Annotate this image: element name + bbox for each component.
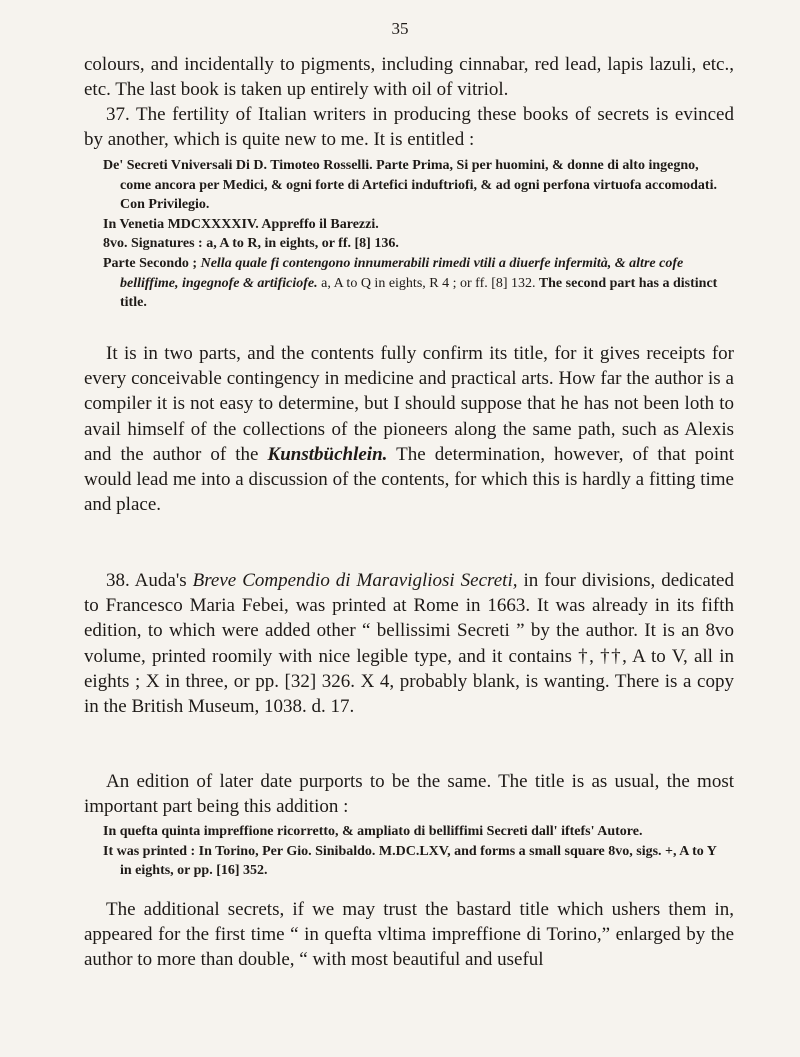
page-number: 35 (391, 19, 409, 38)
part-two-collation: a, A to Q in eights, R 4 ; or ff. [8] 132. (321, 275, 536, 291)
auda-title: Breve Compendio di Maravigliosi Secreti, (192, 570, 518, 591)
catalog-entry-rosselli (103, 156, 731, 313)
paragraph-text: It is in two parts, and the contents fully confirm its title, for it gives receipts for every conceivable contingency in medicine and practical arts. How far the author is a compiler it is not easy to determine, but I should suppose that he has not been loth to avail himself of the collections of the pioneers along the same path, such as Alexis and the author of the (84, 343, 734, 465)
paragraph-continued: colours, and incidentally to pigments, including cinnabar, red lead, lapis lazuli, etc., etc. The last book is taken up entirely with oil of vitriol. (84, 54, 734, 101)
paragraph-rosselli-discussion (84, 341, 734, 517)
paragraph-37: 37. The fertility of Italian writers in producing these books of secrets is evinced by another, which is quite new to me. It is entitled : (84, 104, 734, 151)
entry-imprint: In Venetia MDCXXXXIV. Appreffo il Barezzi. (103, 216, 379, 232)
paragraph-text: in four divisions, dedicated to Francesco Maria Febei, was printed at Rome in 1663. It was already in its fifth edition, to which were added other “ bellissimi Secreti ” by the author. It is an 8vo volume, printed roomily with nice legible type, and it contains †, ††, A to V, all in eights ; X in three, or pp. [32] 326. X 4, probably blank, is wanting. There is a copy in the British Museum, 1038. d. 17. (84, 570, 734, 718)
entry-printed: It was printed : In Torino, Per Gio. Sinibaldo. M.DC.LXV, and forms a small square 8vo, sigs. +, A to Y in eights, or pp. [16] 352. (103, 843, 717, 879)
part-two-label: Parte Secondo ; (103, 255, 198, 271)
paragraph-text: The determination, however, of that point would lead me into a discussion of the contents, for which this is hardly a fitting time and place. (84, 443, 734, 516)
entry-collation: 8vo. Signatures : a, A to R, in eights, or ff. [8] 136. (103, 236, 399, 252)
catalog-entry-torino (103, 822, 731, 881)
entry-title: De' Secreti Vniversali Di D. Timoteo Rosselli. Parte Prima, Si per huomini, & donne di alto ingegno, come ancora per Medici, & ogni forte di Artefici induftriofi, & ad ogni perfona virtuofa accomodati. Con Privilegio. (103, 158, 717, 213)
part-two-title: Nella quale fi contengono innumerabili rimedi vtili a diuerfe infermità, & altre cofe belliffime, ingegnofe & artificiofe. (120, 255, 684, 291)
entry-part-two (103, 254, 731, 313)
part-two-note: The second part has a distinct title. (120, 275, 718, 311)
entry-title: In quefta quinta impreffione ricorretto, & ampliato di belliffimi Secreti dall' iftefs' Autore. (103, 824, 643, 839)
paragraph-38 (84, 568, 734, 719)
paragraph-additional-secrets: The additional secrets, if we may trust the bastard title which ushers them in, appeared for the first time “ in quefta vltima impreffione di Torino,” enlarged by the author to more than double, “ with most beautiful and useful (84, 899, 734, 971)
paragraph-text: 38. Auda's (106, 570, 187, 591)
kunstbuchlein-title: Kunstbüchlein. (267, 443, 388, 465)
paragraph-later-edition: An edition of later date purports to be the same. The title is as usual, the most important part being this addition : (84, 771, 734, 818)
